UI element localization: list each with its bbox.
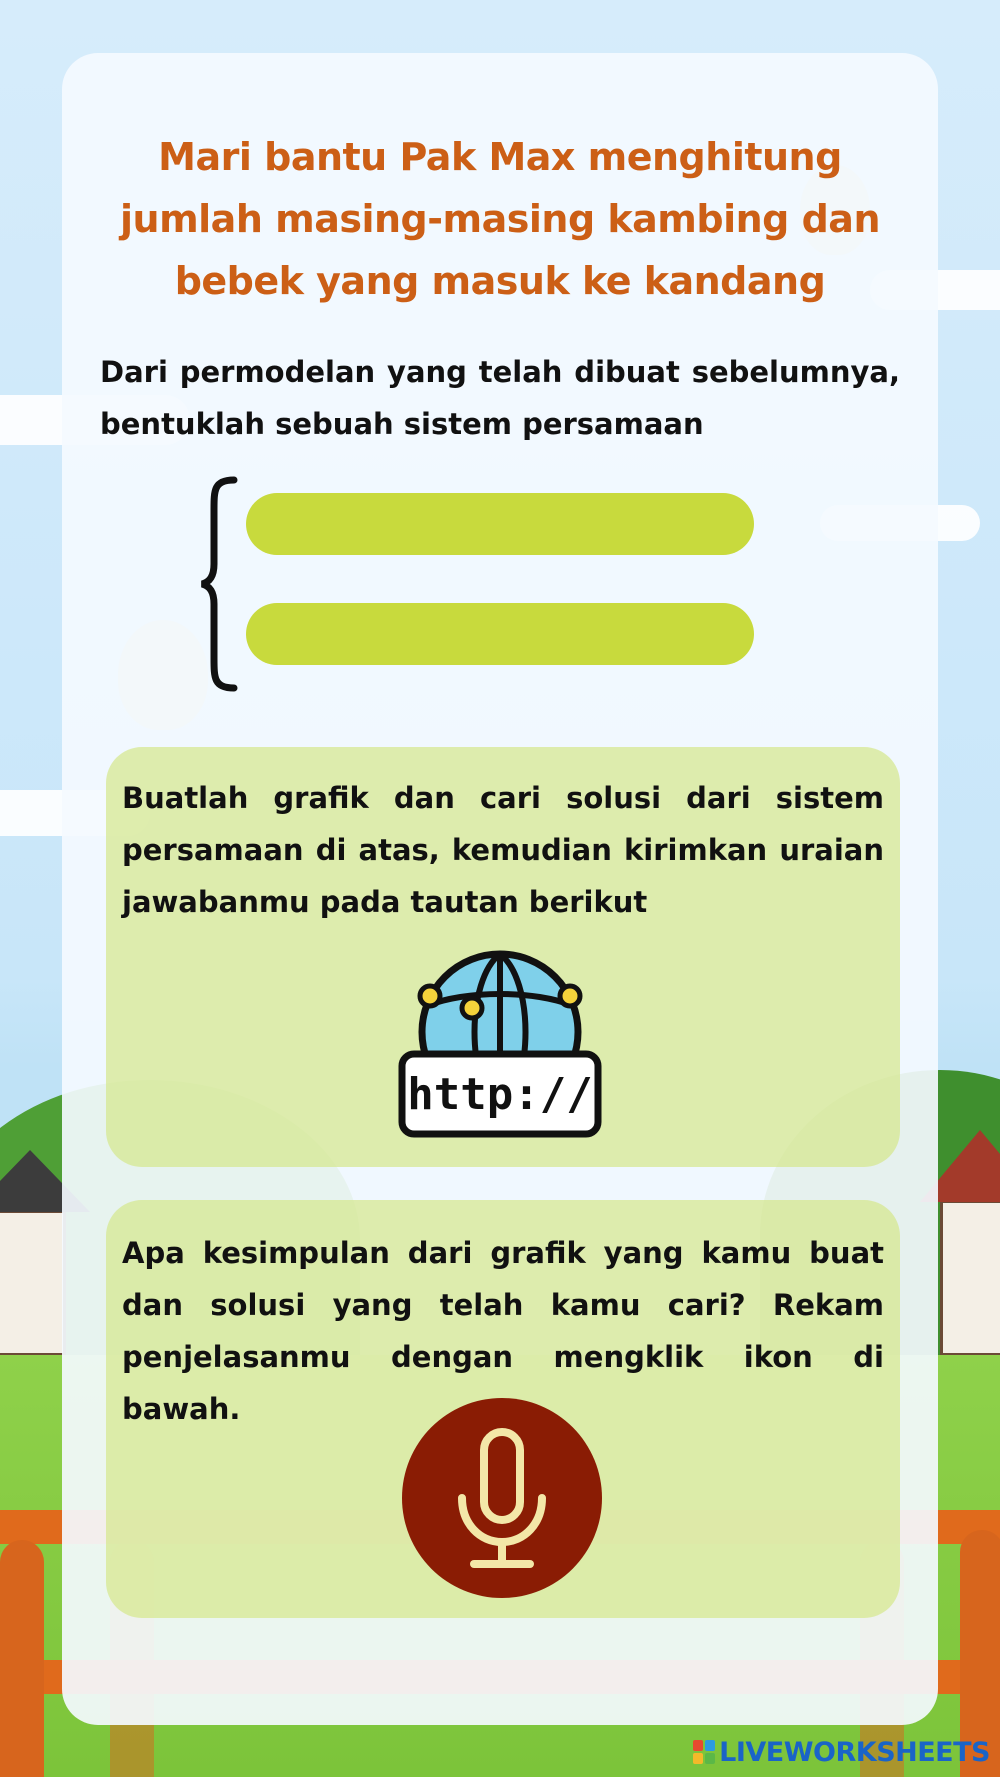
record-button[interactable] (402, 1398, 602, 1598)
microphone-icon (402, 1398, 602, 1598)
equation-1-input[interactable] (246, 493, 754, 555)
globe-http-link-icon[interactable] (396, 950, 604, 1140)
conclusion-task-text: Apa kesimpulan dari grafik yang kamu buat dan solusi yang telah kamu cari? Rekam penjelasanmu dengan mengklik ikon di bawah. (122, 1236, 884, 1426)
liveworksheets-watermark (693, 1735, 990, 1769)
http-link-label: http:// (407, 1068, 593, 1120)
house-left (0, 1210, 66, 1356)
curly-brace-icon (198, 476, 238, 692)
instruction-text: Dari permodelan yang telah dibuat sebelumnya, bentuklah sebuah sistem persamaan (100, 355, 900, 441)
watermark-text: LIVEWORKSHEETS (719, 1736, 990, 1768)
house-right (940, 1200, 1000, 1356)
page-title: Mari bantu Pak Max menghitung jumlah masing-masing kambing dan bebek yang masuk ke kandang (119, 135, 880, 303)
liveworksheets-logo-icon (693, 1740, 715, 1764)
equation-2-input[interactable] (246, 603, 754, 665)
graph-task-text: Buatlah grafik dan cari solusi dari sistem persamaan di atas, kemudian kirimkan uraian jawabanmu pada tautan berikut (122, 781, 884, 919)
